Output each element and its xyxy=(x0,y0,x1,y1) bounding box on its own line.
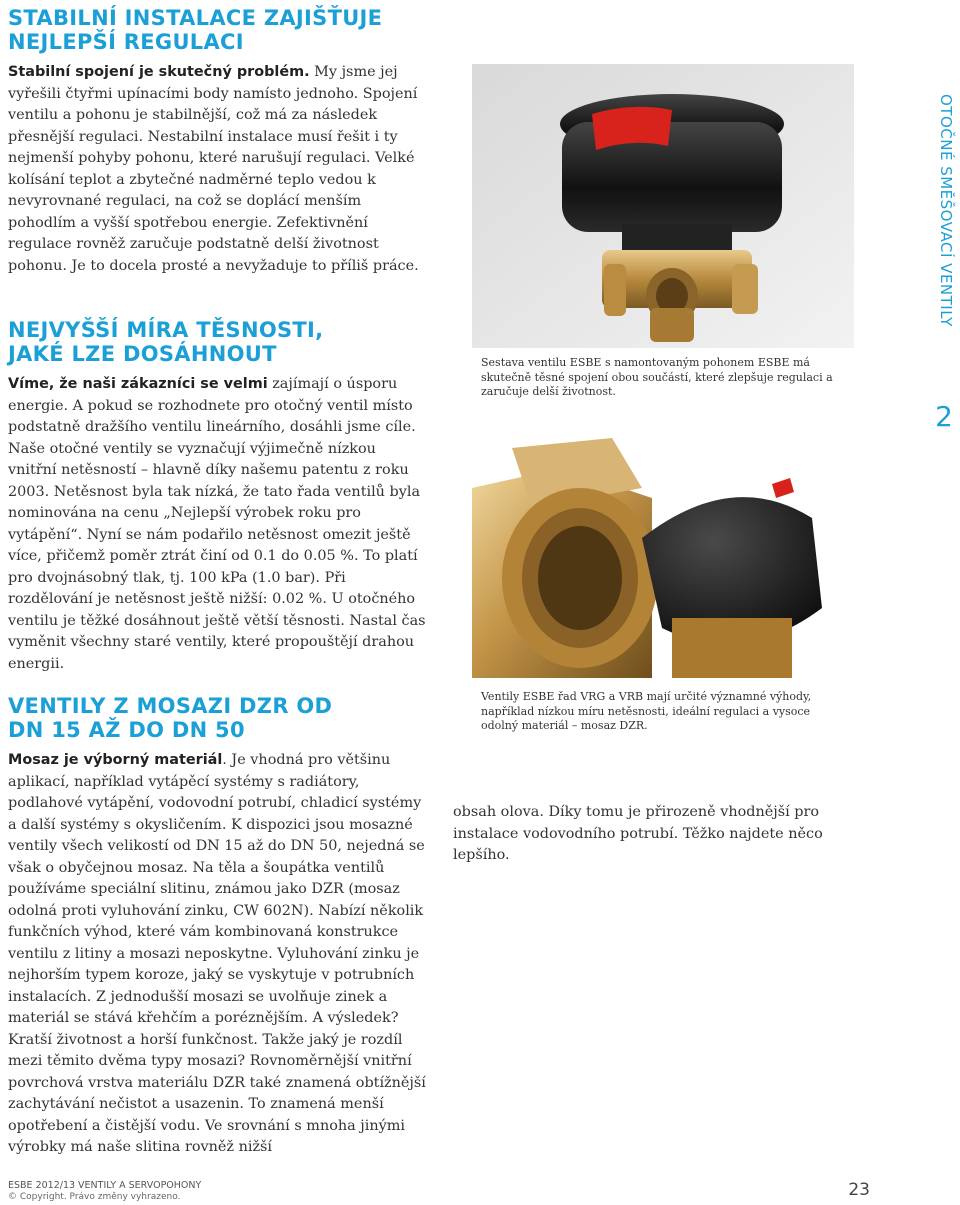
heading-line-2: DN 15 AŽ DO DN 50 xyxy=(8,718,245,742)
section-heading xyxy=(8,6,428,54)
heading-line-2: NEJLEPŠÍ REGULACI xyxy=(8,30,244,54)
page-number: 23 xyxy=(848,1180,870,1200)
footer-copyright: © Copyright. Právo změny vyhrazeno. xyxy=(8,1192,181,1202)
side-section-label: OTOČNÉ SMĚŠOVACÍ VENTILY xyxy=(937,94,955,327)
heading-line-1: NEJVYŠŠÍ MÍRA TĚSNOSTI, xyxy=(8,318,324,342)
side-section-number: 2 xyxy=(935,400,953,433)
body-text: My jsme jej vyřešili čtyřmi upínacími body namísto jednoho. Spojení ventilu a pohonu je stabilnější, což má za následek přesnější regulaci. Nestabilní instalace musí řešit i ty nejmenší pohyby pohonu, které narušují regulaci. Velké kolísání teplot a zbytečné nadměrné teplo vedou k nevyrovnané regulaci, na což se doplácí menším pohodlím a vyšší spotřebou energie. Zefektivnění regulace rovněž zaručuje podstatně delší životnost pohonu. Je to docela prosté a nevyžaduje to příliš práce. xyxy=(8,64,419,274)
section-stable-installation xyxy=(8,6,428,277)
section-tightness xyxy=(8,318,428,675)
heading-line-1: STABILNÍ INSTALACE ZAJIŠŤUJE xyxy=(8,6,383,30)
brass-valve-photo xyxy=(472,428,854,678)
body-text: . Je vhodná pro většinu aplikací, například vytápěcí systémy s radiátory, podlahové vytápění, vodovodní potrubí, chladicí systémy a další systémy s okysličením. K dispozici jsou mosazné ventily všech velikostí od DN 15 až do DN 50, nejedná se však o obyčejnou mosaz. Na těla a šoupátka ventilů používáme speciální slitinu, známou jako DZR (mosaz odolná proti vyluhování zinku, CW 602N). Nabízí několik funkčních výhod, které vám kombinovaná konstrukce ventilu z litiny a mosazi neposkytne. Vyluhování zinku je nejhorším typem koroze, jaký se vyskytuje v potrubních instalacích. Z jednodušší mosazi se uvolňuje zinek a materiál se stává křehčím a poréznějším. A výsledek? Kratší životnost a horší funkčnost. Takže jaký je rozdíl mezi těmito dvěma typy mosazi? Rovnoměrnější vnitřní povrchová vrstva materiálu DZR také znamená obtížnější zachytávání nečistot a usazenin. To znamená menší opotřebení a čistější vodu. Ve srovnání s mnoha jinými výrobky má naše slitina rovněž nižší xyxy=(8,752,426,1155)
heading-line-2: JAKÉ LZE DOSÁHNOUT xyxy=(8,342,277,366)
brass-valve-illustration xyxy=(472,428,854,678)
heading-line-1: VENTILY Z MOSAZI DZR OD xyxy=(8,694,333,718)
valve-actuator-photo xyxy=(472,64,854,348)
section-dzr-brass xyxy=(8,694,428,1159)
lead-text: Mosaz je výborný materiál xyxy=(8,752,223,768)
section-continuation: obsah olova. Díky tomu je přirozeně vhodnější pro instalace vodovodního potrubí. Těžko najdete něco lepšího. xyxy=(453,804,823,863)
section-heading xyxy=(8,694,428,742)
valve-actuator-illustration xyxy=(472,64,854,348)
section-heading xyxy=(8,318,428,366)
photo1-caption: Sestava ventilu ESBE s namontovaným pohonem ESBE má skutečně těsné spojení obou součástí, které zlepšuje regulaci a zaručuje delší životnost. xyxy=(481,356,833,398)
section-body xyxy=(8,750,428,1159)
lead-text: Víme, že naši zákazníci se velmi xyxy=(8,376,268,392)
body-text: zajímají o úsporu energie. A pokud se rozhodnete pro otočný ventil místo podstatně dražšího ventilu lineárního, dosáhli jsme cíle. Naše otočné ventily se vyznačují výjimečně nízkou vnitřní netěsností – hlavně díky našemu patentu z roku 2003. Netěsnost byla tak nízká, že tato řada ventilů byla nominována na cenu „Nejlepší výrobek roku pro vytápění“. Nyní se nám podařilo netěsnost omezit ještě více, přičemž poměr ztrát činí od 0.1 do 0.05 %. To platí pro dvojnásobný tlak, tj. 100 kPa (1.0 bar). Při rozdělování je netěsnost ještě nižší: 0.02 %. U otočného ventilu je těžké dosáhnout ještě větší těsnosti. Nastal čas vyměnit všechny staré ventily, které propouštějí drahou energii. xyxy=(8,376,426,672)
section-body xyxy=(8,62,428,277)
photo2-caption: Ventily ESBE řad VRG a VRB mají určité významné výhody, například nízkou míru netěsnosti, ideální regulaci a vysoce odolný materiál – mosaz DZR. xyxy=(481,690,812,732)
footer-publication: ESBE 2012/13 VENTILY A SERVOPOHONY xyxy=(8,1180,202,1191)
section-body xyxy=(8,374,428,675)
lead-text: Stabilní spojení je skutečný problém. xyxy=(8,64,310,80)
